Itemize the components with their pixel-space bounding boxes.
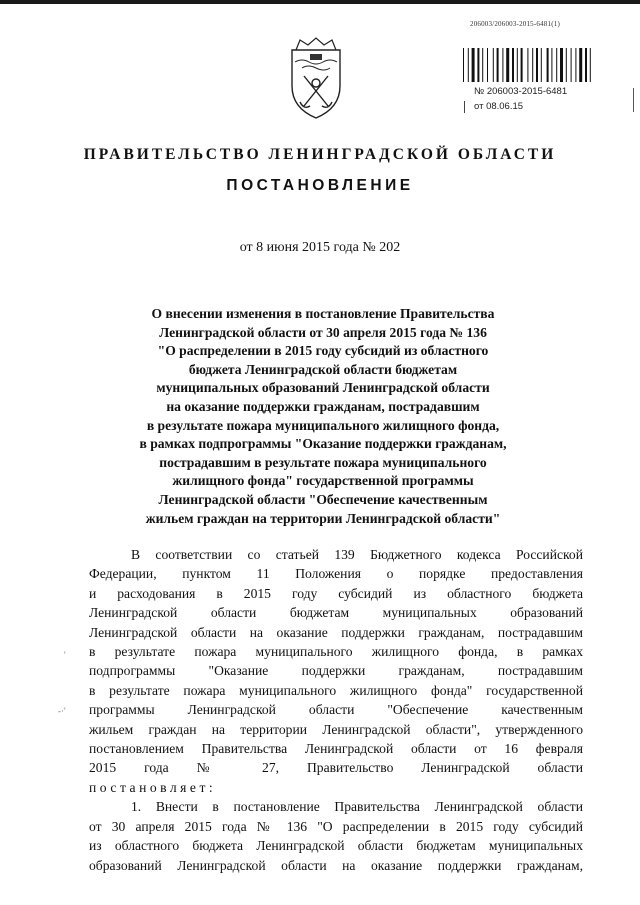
barcode-bar xyxy=(551,48,552,82)
title-line: жильем граждан на территории Ленинградской области" xyxy=(145,510,501,526)
body-line: в результате пожара муниципального жилищного фонда, в рамках xyxy=(89,644,583,660)
title-line: Ленинградской области от 30 апреля 2015 года № 136 xyxy=(159,324,487,340)
title-line: на оказание поддержки гражданам, пострадавшим xyxy=(166,398,480,414)
barcode-bar xyxy=(556,48,557,82)
title-line: в рамках подпрограммы "Оказание поддержки гражданам, xyxy=(139,436,507,452)
barcode xyxy=(462,48,614,82)
registration-number: № 206003-2015-6481 xyxy=(474,86,568,97)
body-line: Ленинградской области на оказание поддержки гражданам, пострадавшим xyxy=(89,624,583,640)
title-line: бюджета Ленинградской области бюджетам xyxy=(188,361,458,377)
barcode-bar xyxy=(497,48,499,82)
barcode-bar xyxy=(575,48,576,82)
body-line: и расходования в 2015 году субсидий из областного бюджета xyxy=(89,585,583,601)
barcode-bar xyxy=(502,48,503,82)
barcode-bar xyxy=(512,48,514,82)
title-line: в результате пожара муниципального жилищного фонда, xyxy=(146,417,500,433)
margin-mark xyxy=(464,101,465,113)
body-line: жильем граждан на территории Ленинградской области", утвержденного xyxy=(89,721,583,737)
barcode-bar xyxy=(477,48,479,82)
government-heading: ПРАВИТЕЛЬСТВО ЛЕНИНГРАДСКОЙ ОБЛАСТИ xyxy=(83,146,557,163)
decree-body xyxy=(89,545,583,875)
decree-date-number: от 8 июня 2015 года № 202 xyxy=(239,240,401,255)
barcode-bar xyxy=(521,48,523,82)
body-line: В соответствии со статьей 139 Бюджетного кодекса Российской xyxy=(131,547,583,562)
title-line: пострадавшим в результате пожара муниципального xyxy=(159,454,487,470)
document-reference: 206003/206003-2015-6481(1) xyxy=(470,20,560,28)
barcode-bar xyxy=(547,48,549,82)
scan-top-border xyxy=(0,0,640,4)
decree-title xyxy=(110,305,536,528)
barcode-bar xyxy=(493,48,494,82)
barcode-bar xyxy=(585,48,587,82)
title-line: Ленинградской области "Обеспечение качественным xyxy=(158,491,488,507)
barcode-bar xyxy=(482,48,483,82)
barcode-bar xyxy=(532,48,533,82)
title-line: жилищного фонда" государственной программы xyxy=(172,473,474,489)
barcode-bar xyxy=(468,48,469,82)
scan-speck: -·' xyxy=(58,706,66,716)
scan-speck: ' xyxy=(64,650,66,660)
barcode-bar xyxy=(541,48,542,82)
barcode-bar xyxy=(571,48,572,82)
barcode-bar xyxy=(560,48,563,82)
body-line: Ленинградской области бюджетам муниципальных образований xyxy=(89,605,583,621)
body-line: постановляет: xyxy=(89,779,217,795)
body-line: Федерации, пунктом 11 Положения о порядке предоставления xyxy=(89,566,583,582)
body-line: программы Ленинградской области "Обеспечение качественным xyxy=(89,702,583,718)
barcode-bar xyxy=(487,48,488,82)
body-line: в результате пожара муниципального жилищного фонда" государственной xyxy=(89,682,583,698)
barcode-bar xyxy=(506,48,509,82)
barcode-bar xyxy=(472,48,475,82)
body-line: из областного бюджета Ленинградской области бюджетам муниципальных xyxy=(89,838,583,854)
body-line: от 30 апреля 2015 года № 136 "О распределении в 2015 году субсидий xyxy=(89,818,583,834)
barcode-bar xyxy=(527,48,528,82)
barcode-bar xyxy=(590,48,591,82)
body-line: 1. Внести в постановление Правительства Ленинградской области xyxy=(131,799,583,815)
margin-mark xyxy=(633,88,634,112)
barcode-bar xyxy=(536,48,538,82)
coat-of-arms-emblem xyxy=(282,36,350,122)
title-line: муниципальных образований Ленинградской области xyxy=(156,380,490,396)
document-type-heading: ПОСТАНОВЛЕНИЕ xyxy=(226,177,414,194)
barcode-bar xyxy=(566,48,567,82)
body-line: образований Ленинградской области на оказание поддержки гражданам, xyxy=(89,857,583,873)
body-line: 2015 года № 27, Правительство Ленинградской области xyxy=(89,760,583,776)
title-line: О внесении изменения в постановление Правительства xyxy=(151,306,495,321)
body-line: постановлением Правительства Ленинградской области от 16 февраля xyxy=(89,741,583,757)
barcode-bar xyxy=(463,48,464,82)
registration-date: от 08.06.15 xyxy=(474,101,524,112)
title-line: "О распределении в 2015 году субсидий из областного xyxy=(157,343,489,359)
body-line: подпрограммы "Оказание поддержки гражданам, пострадавшим xyxy=(89,663,583,679)
barcode-bar xyxy=(579,48,582,82)
barcode-bar xyxy=(517,48,518,82)
